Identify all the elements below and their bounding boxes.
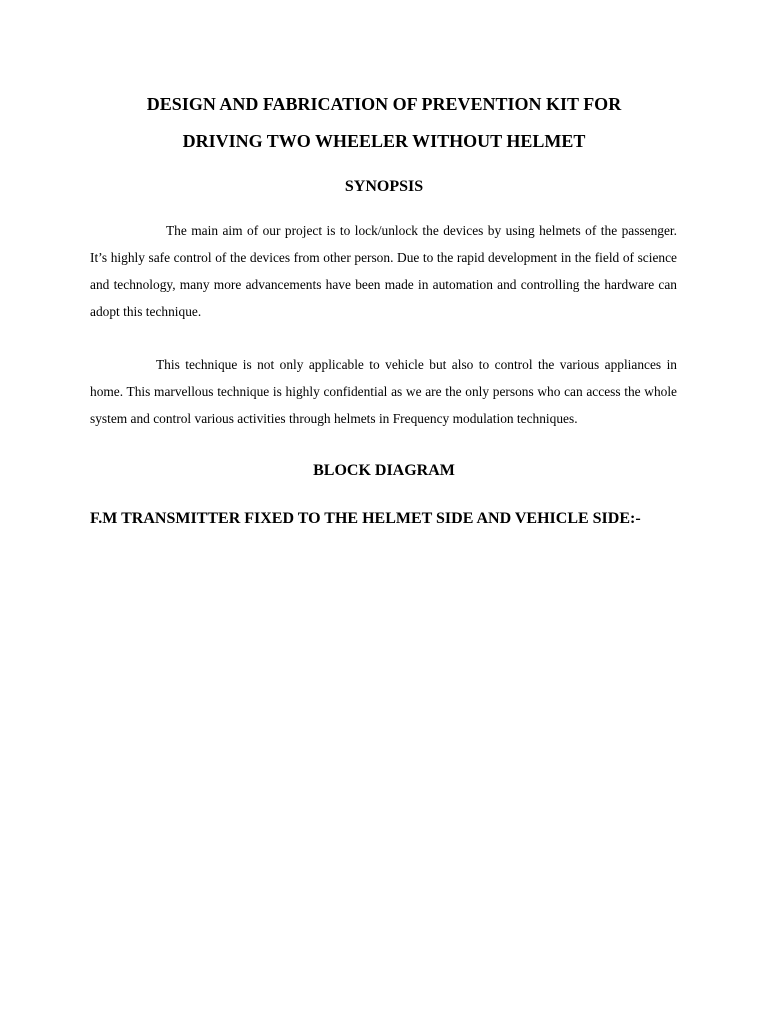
- transmitter-heading: F.M TRANSMITTER FIXED TO THE HELMET SIDE AND VEHICLE SIDE:-: [90, 510, 641, 527]
- synopsis-paragraph-2: This technique is not only applicable to vehicle but also to control the various appliances in home. This marvellous technique is highly confidential as we are the only persons who can access the whole system and control various activities through helmets in Frequency modulation techniques.: [90, 357, 677, 426]
- block-diagram-heading: BLOCK DIAGRAM: [313, 462, 455, 479]
- document-title-line-1: DESIGN AND FABRICATION OF PREVENTION KIT FOR: [146, 94, 622, 114]
- document-title-line-2: DRIVING TWO WHEELER WITHOUT HELMET: [182, 131, 586, 151]
- synopsis-paragraph-1: The main aim of our project is to lock/unlock the devices by using helmets of the passenger. It’s highly safe control of the devices from other person. Due to the rapid development in the field of science and technology, many more advancements have been made in automation and controlling the hardware can adopt this technique.: [90, 223, 677, 319]
- synopsis-heading: SYNOPSIS: [344, 178, 424, 195]
